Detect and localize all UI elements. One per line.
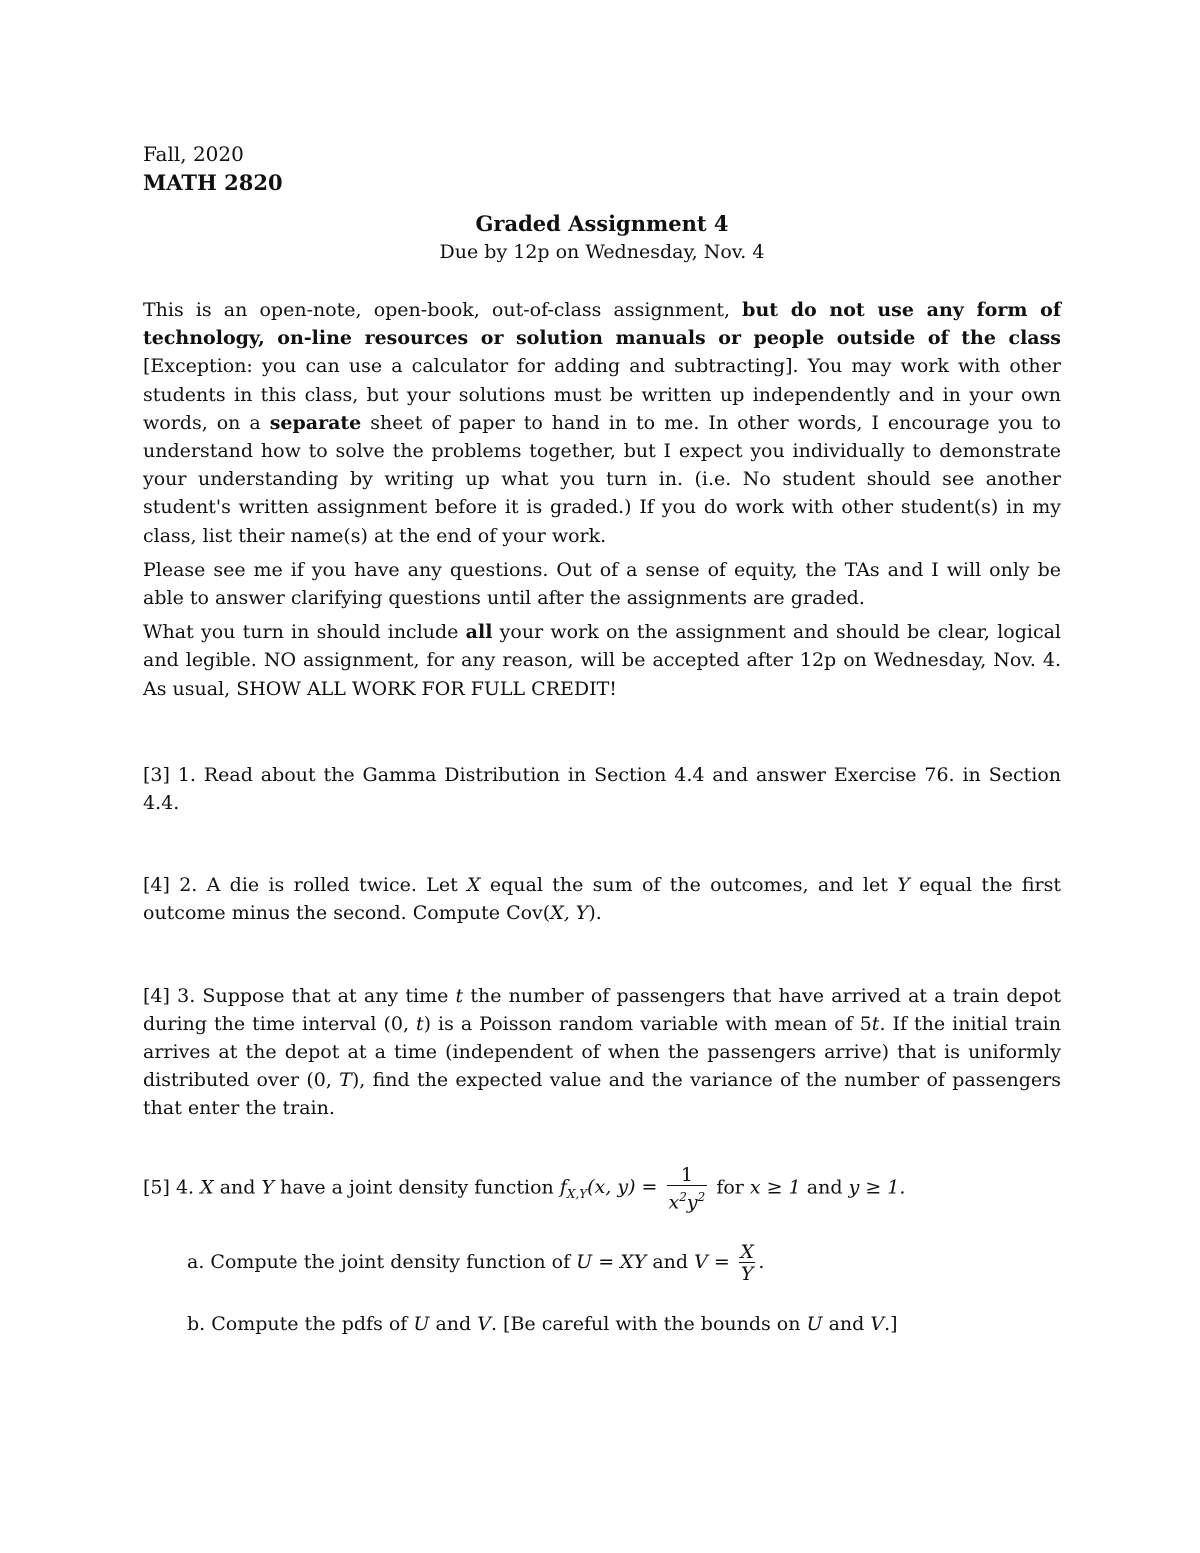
intro-emphasis: separate (269, 411, 362, 434)
problem-4b: b. Compute the pdfs of U and V. [Be careful with the bounds on U and V.] (187, 1313, 898, 1335)
problem-4: [5] 4. X and Y have a joint density function $f_{X,Y}(x$, y) = $\frac{1}{x^2y^2}$ for x ≥ 1 and y ≥ 1. (143, 1163, 906, 1213)
problem-3: [4] 3. Suppose that at any time t the number of passengers that have arrived at a train depot during the time interval (0, t) is a Poisson random variable with mean of 5t. If the initial train arrives at the depot at a time (independent of when the passengers arrive) that is uniformly distributed over (0, T), find the expected value and the variance of the number of passengers that enter the train. (143, 984, 1061, 1120)
due-date: Due by 12p on Wednesday, Nov. 4 (439, 241, 765, 263)
intro-emphasis: all (465, 621, 493, 644)
assignment-title: Graded Assignment 4 (475, 211, 729, 236)
intro-paragraph-1 (143, 296, 1061, 550)
term-label: Fall, 2020 (143, 142, 244, 166)
problem-4a: a. Compute the joint density function of U = XY and V = $\frac{X}{Y}$ . (187, 1241, 765, 1285)
document-page (143, 140, 1061, 1338)
intro-paragraph-3 (143, 618, 1061, 703)
problem-1: [3] 1. Read about the Gamma Distribution in Section 4.4 and answer Exercise 76. in Section 4.4. (143, 763, 1061, 815)
intro-warning: but do not use any form of technology, on-line resources or solution manuals or people outside of the class (143, 299, 1062, 350)
intro-text: This is an open-note, open-book, out-of-class assignment, (143, 299, 731, 321)
course-label: MATH 2820 (143, 170, 283, 195)
intro-text: What you turn in should include (143, 621, 459, 644)
ratio-fraction: $\frac{X}{Y}$ (740, 1241, 754, 1285)
intro-text: your work on the assignment and should be clear, logical and legible. NO assignment, for any reason, will be accepted after 12p on Wednesday, Nov. 4. As usual, SHOW ALL WORK FOR FULL CREDIT! (143, 621, 1062, 700)
intro-text: [Exception: you can use a calculator for adding and subtracting]. You may work with other students in this class, but your solutions must be written up independently and in your own words, on a (143, 355, 1061, 434)
intro-text: sheet of paper to hand in to me. In other words, I encourage you to understand how to solve the problems together, but I expect you individually to demonstrate your understanding by writing up what you turn in. (i.e. No student should see another student's written assignment before it is graded.) If you do work with other student(s) in my class, list their name(s) at the end of your work. (143, 411, 1061, 547)
intro-paragraph-2: Please see me if you have any questions. Out of a sense of equity, the TAs and I will only be able to answer clarifying questions until after the assignments are graded. (143, 558, 1061, 610)
density-function: $f_{X,Y}(x$, y) = (559, 1176, 658, 1202)
problem-2: [4] 2. A die is rolled twice. Let X equal the sum of the outcomes, and let Y equal the first outcome minus the second. Compute Cov(X, Y). (143, 874, 1061, 925)
density-fraction: $\frac{1}{x^2y^2}$ (668, 1163, 706, 1213)
